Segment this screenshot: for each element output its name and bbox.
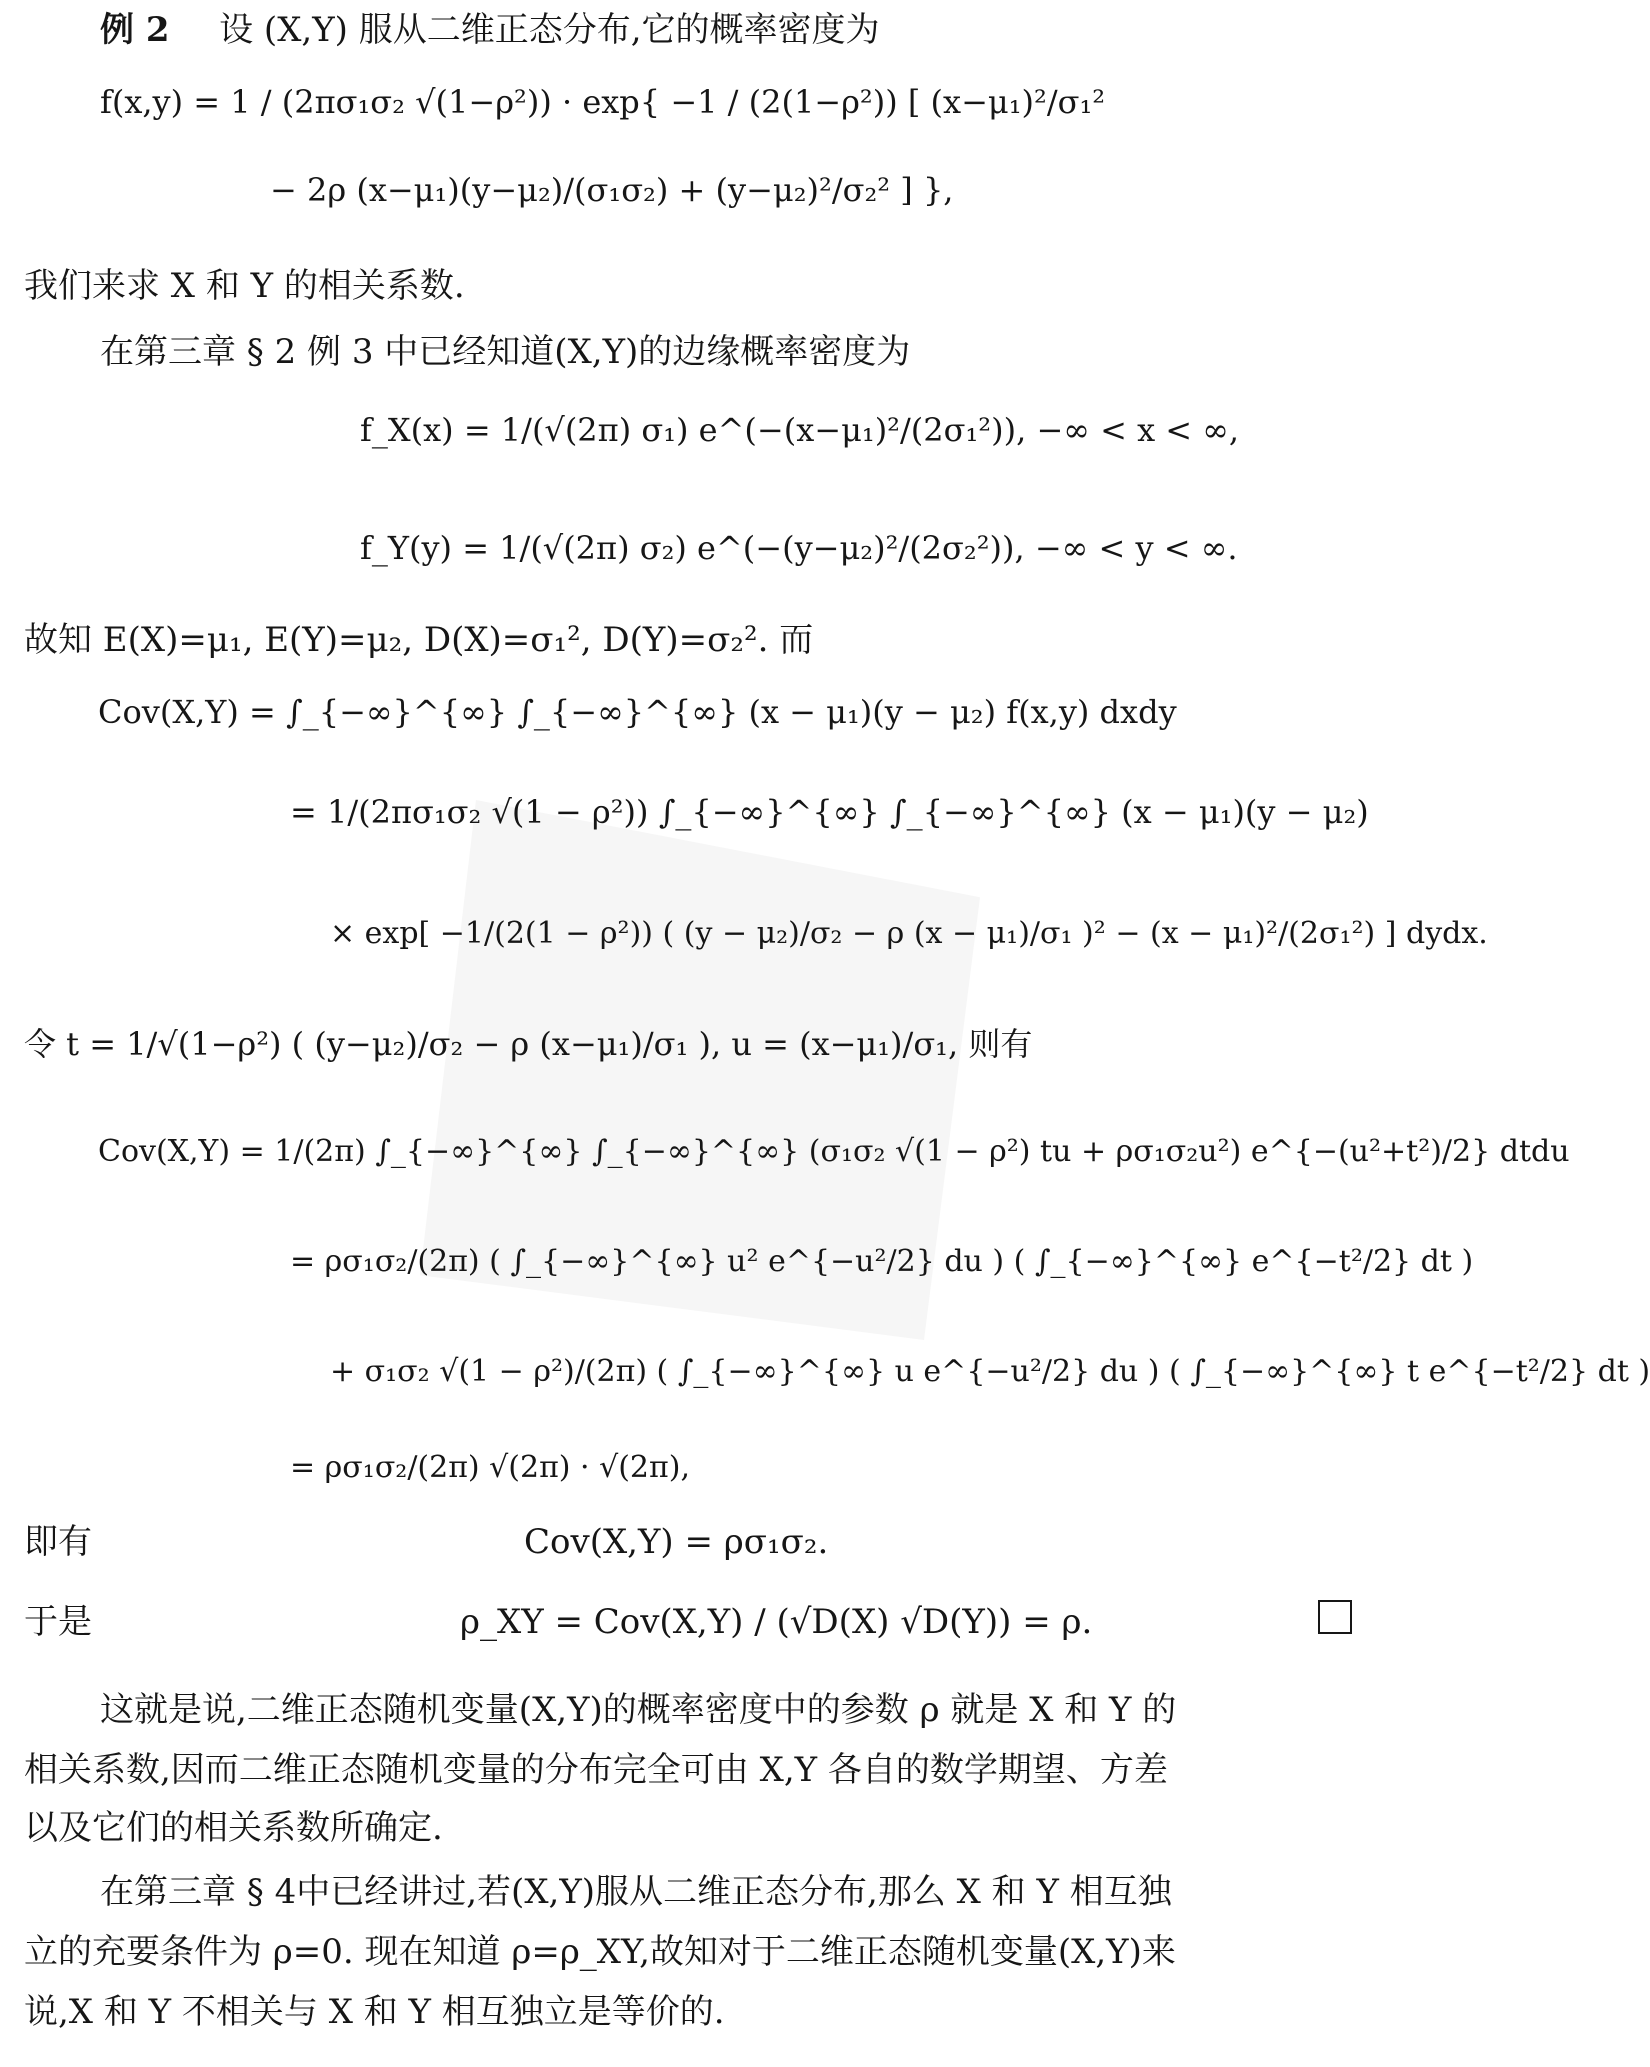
result-label1: 即有 — [24, 1522, 92, 1562]
conclusion-p2-l3: 说,X 和 Y 不相关与 X 和 Y 相互独立是等价的. — [24, 1992, 725, 2032]
marginals-intro: 在第三章 § 2 例 3 中已经知道(X,Y)的边缘概率密度为 — [100, 332, 911, 372]
cov2-line2: = ρσ₁σ₂/(2π) ( ∫_{−∞}^{∞} u² e^{−u²/2} du ) ( ∫_{−∞}^{∞} e^{−t²/2} dt ) — [290, 1244, 1474, 1279]
goal-text: 我们来求 X 和 Y 的相关系数. — [24, 266, 465, 306]
density-formula-line2: − 2ρ (x−μ₁)(y−μ₂)/(σ₁σ₂) + (y−μ₂)²/σ₂² ] }, — [270, 171, 954, 209]
cov2-line4: = ρσ₁σ₂/(2π) √(2π) · √(2π), — [290, 1450, 690, 1485]
example-intro: 设 (X,Y) 服从二维正态分布,它的概率密度为 — [219, 10, 880, 50]
cov-line3: × exp[ −1/(2(1 − ρ²)) ( (y − μ₂)/σ₂ − ρ (x − μ₁)/σ₁ )² − (x − μ₁)²/(2σ₁²) ] dydx. — [330, 916, 1488, 951]
conclusion-p2-l1: 在第三章 § 4中已经讲过,若(X,Y)服从二维正态分布,那么 X 和 Y 相互独 — [100, 1872, 1172, 1912]
result-eq1: Cov(X,Y) = ρσ₁σ₂. — [524, 1522, 829, 1562]
marginal-fy: f_Y(y) = 1/(√(2π) σ₂) e^(−(y−μ₂)²/(2σ₂²)), −∞ < y < ∞. — [360, 529, 1238, 567]
substitution-text: 令 t = 1/√(1−ρ²) ( (y−μ₂)/σ₂ − ρ (x−μ₁)/σ₁ ), u = (x−μ₁)/σ₁, 则有 — [24, 1025, 1033, 1063]
cov-line1: Cov(X,Y) = ∫_{−∞}^{∞} ∫_{−∞}^{∞} (x − μ₁)(y − μ₂) f(x,y) dxdy — [98, 693, 1177, 731]
moments-text: 故知 E(X)=μ₁, E(Y)=μ₂, D(X)=σ₁², D(Y)=σ₂². 而 — [24, 620, 814, 660]
qed-square-icon — [1318, 1600, 1352, 1634]
cov-line2: = 1/(2πσ₁σ₂ √(1 − ρ²)) ∫_{−∞}^{∞} ∫_{−∞}^{∞} (x − μ₁)(y − μ₂) — [290, 793, 1369, 831]
cov2-line3: + σ₁σ₂ √(1 − ρ²)/(2π) ( ∫_{−∞}^{∞} u e^{−u²/2} du ) ( ∫_{−∞}^{∞} t e^{−t²/2} dt ) — [330, 1354, 1650, 1389]
conclusion-p1-l3: 以及它们的相关系数所确定. — [24, 1808, 443, 1848]
conclusion-p1-l1: 这就是说,二维正态随机变量(X,Y)的概率密度中的参数 ρ 就是 X 和 Y 的 — [100, 1690, 1177, 1730]
conclusion-p1-l2: 相关系数,因而二维正态随机变量的分布完全可由 X,Y 各自的数学期望、方差 — [24, 1750, 1168, 1790]
example-label: 例 2 — [100, 10, 170, 50]
conclusion-p2-l2: 立的充要条件为 ρ=0. 现在知道 ρ=ρ_XY,故知对于二维正态随机变量(X,Y)来 — [24, 1932, 1176, 1972]
example-header — [100, 8, 880, 52]
marginal-fx: f_X(x) = 1/(√(2π) σ₁) e^(−(x−μ₁)²/(2σ₁²)), −∞ < x < ∞, — [360, 411, 1240, 449]
density-formula-line1: f(x,y) = 1 / (2πσ₁σ₂ √(1−ρ²)) · exp{ −1 / (2(1−ρ²)) [ (x−μ₁)²/σ₁² — [100, 83, 1106, 121]
result-eq2: ρ_XY = Cov(X,Y) / (√D(X) √D(Y)) = ρ. — [460, 1602, 1093, 1642]
cov2-line1: Cov(X,Y) = 1/(2π) ∫_{−∞}^{∞} ∫_{−∞}^{∞} (σ₁σ₂ √(1 − ρ²) tu + ρσ₁σ₂u²) e^{−(u²+t²)/2} dtdu — [98, 1134, 1570, 1169]
result-label2: 于是 — [24, 1602, 92, 1642]
